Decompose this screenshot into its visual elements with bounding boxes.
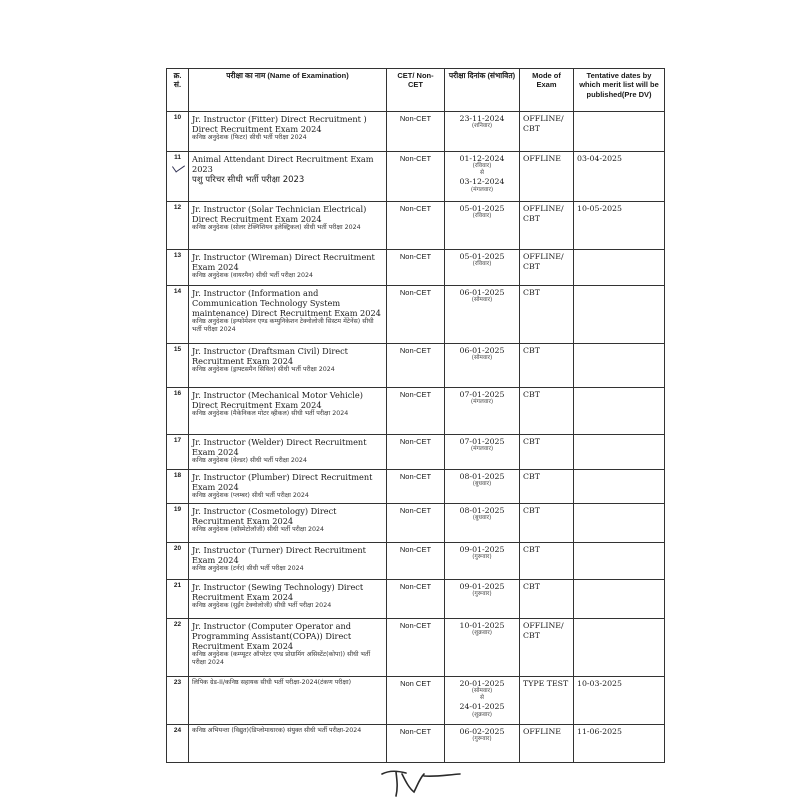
exam-name-cell [189,677,387,725]
date-cell [445,677,520,725]
exam-day: (मंगलवार) [470,399,494,406]
mode-cell: TYPE TEST [520,677,574,725]
row-sr: 18 [167,470,189,504]
exam-name-hi: कनिष्ठ अनुदेशक (टर्नर) सीधी भर्ती परीक्षा 2024 [192,565,304,572]
exam-name-en: Jr. Instructor (Turner) Direct Recruitment Exam 2024 [192,545,366,565]
exam-name-en: Jr. Instructor (Sewing Technology) Direct Recruitment Exam 2024 [192,582,364,602]
exam-name-cell [189,543,387,580]
table-row [167,504,665,543]
exam-day: (बुधवार) [472,515,492,522]
header-mode: Mode of Exam [520,69,574,112]
merit-date-cell [574,504,665,543]
exam-name-hi: कनिष्ठ अनुदेशक (कम्प्यूटर ऑपरेटर एण्ड प्रोग्रामिंग असिस्टेंट(कोपा)) सीधी भर्ती परीक्षा 2024 [192,651,371,667]
date-range-separator: से [480,170,484,177]
exam-name-en: Jr. Instructor (Solar Technician Electrical) Direct Recruitment Exam 2024 [192,204,367,224]
table-row [167,725,665,763]
mode-cell: CBT [520,435,574,470]
mode-cell: OFFLINE/ CBT [520,250,574,286]
exam-name-en: Jr. Instructor (Fitter) Direct Recruitment ) Direct Recruitment Exam 2024 [192,114,367,134]
mode-cell: CBT [520,470,574,504]
exam-name-cell [189,202,387,250]
header-merit-date: Tentative dates by which merit list will be published(Pre DV) [574,69,665,112]
header-sr: क्र. सं. [167,69,189,112]
table-row [167,470,665,504]
table-header-row [167,69,665,112]
exam-name-en: Jr. Instructor (Draftsman Civil) Direct Recruitment Exam 2024 [192,346,348,366]
exam-day: (बुधवार) [472,481,492,488]
mode-cell: CBT [520,504,574,543]
exam-date: 23-11-2024 [459,114,505,123]
exam-name-hi: कनिष्ठ अनुदेशक (सोलर टेक्निशियन इलेक्ट्रिकल) सीधी भर्ती परीक्षा 2024 [192,224,361,231]
merit-date-cell: 10-05-2025 [574,202,665,250]
exam-schedule-table [166,68,665,763]
date-cell [445,202,520,250]
row-sr: 15 [167,344,189,388]
merit-date-cell [574,286,665,344]
row-sr: 11 [167,152,189,202]
date-cell [445,435,520,470]
table-row [167,286,665,344]
mode-cell: CBT [520,388,574,435]
row-sr: 20 [167,543,189,580]
date-cell [445,619,520,677]
exam-day: (सोमवार) [471,688,493,695]
cet-cell: Non-CET [387,286,445,344]
exam-name-cell [189,112,387,152]
exam-name-en: Jr. Instructor (Cosmetology) Direct Recruitment Exam 2024 [192,506,337,526]
exam-name-en: Jr. Instructor (Information and Communication Technology System maintenance) Direct Recruitment Exam 2024 [192,288,381,318]
date-cell [445,286,520,344]
cet-cell: Non-CET [387,250,445,286]
exam-date: 06-02-2025 [459,727,505,736]
mode-cell: CBT [520,543,574,580]
exam-name-hi: लिपिक ग्रेड-II/कनिष्ठ सहायक सीधी भर्ती परीक्षा-2024(टंकण परीक्षा) [192,679,352,686]
exam-date: 05-01-2025 [459,204,505,213]
merit-date-cell: 10-03-2025 [574,677,665,725]
cet-cell: Non-CET [387,619,445,677]
exam-date: 08-01-2025 [459,472,505,481]
exam-day-end: (मंगलवार) [470,186,494,193]
row-sr: 13 [167,250,189,286]
exam-day: (शुक्रवार) [471,630,492,637]
mode-cell: CBT [520,344,574,388]
exam-name-cell [189,388,387,435]
exam-name-hi: कनिष्ठ अभियन्ता (विद्युत)(डिप्लोमाधारक) संयुक्त सीधी भर्ती परीक्षा-2024 [192,727,362,734]
exam-date: 07-01-2025 [459,390,505,399]
exam-name-en: Jr. Instructor (Wireman) Direct Recruitment Exam 2024 [192,252,375,272]
cet-cell: Non CET [387,677,445,725]
exam-date: 09-01-2025 [459,545,505,554]
date-cell [445,388,520,435]
exam-name-hi: कनिष्ठ अनुदेशक (कॉस्मेटोलॉजी) सीधी भर्ती परीक्षा 2024 [192,526,325,533]
row-sr: 24 [167,725,189,763]
row-sr: 10 [167,112,189,152]
exam-name-hi: पशु परिचर सीधी भर्ती परीक्षा 2023 [192,175,305,185]
cet-cell: Non-CET [387,202,445,250]
exam-day: (मंगलवार) [470,446,494,453]
table-row [167,202,665,250]
exam-day: (सोमवार) [471,297,493,304]
row-sr: 16 [167,388,189,435]
mode-cell: OFFLINE [520,152,574,202]
exam-name-cell [189,619,387,677]
table-row [167,388,665,435]
row-sr: 17 [167,435,189,470]
exam-date: 07-01-2025 [459,437,505,446]
exam-day: (शनिवार) [471,123,493,130]
date-cell [445,725,520,763]
header-exam-name: परीक्षा का नाम (Name of Examination) [189,69,387,112]
signature-icon [376,762,476,800]
exam-name-en: Animal Attendant Direct Recruitment Exam 2023 [192,154,374,174]
exam-name-hi: कनिष्ठ अनुदेशक (फिटर) सीधी भर्ती परीक्षा 2024 [192,134,307,141]
mode-cell: OFFLINE/ CBT [520,202,574,250]
date-cell [445,112,520,152]
mode-cell: CBT [520,580,574,619]
table-row [167,112,665,152]
exam-day: (गुरूवार) [472,591,492,598]
date-cell [445,470,520,504]
cet-cell: Non-CET [387,112,445,152]
exam-date: 01-12-2024 [459,154,505,163]
merit-date-cell [574,470,665,504]
exam-name-hi: कनिष्ठ अनुदेशक (इन्फोमेशन एण्ड कम्युनिकेशन टेक्नोलोजी सिस्टम मेंटेनेंस) सीधी भर्ती परीक्षा 2024 [192,318,374,334]
merit-date-cell [574,344,665,388]
cet-cell: Non-CET [387,344,445,388]
date-cell [445,152,520,202]
exam-date: 08-01-2025 [459,506,505,515]
table-row [167,619,665,677]
exam-name-en: Jr. Instructor (Plumber) Direct Recruitment Exam 2024 [192,472,373,492]
cet-cell: Non-CET [387,152,445,202]
table-row [167,543,665,580]
mode-cell: CBT [520,286,574,344]
row-sr: 22 [167,619,189,677]
exam-name-hi: कनिष्ठ अनुदेशक (ड्राफ्टसमैन सिविल) सीधी भर्ती परीक्षा 2024 [192,366,335,373]
table-row [167,580,665,619]
exam-name-hi: कनिष्ठ अनुदेशक (मैकेनिकल मोटर व्हीकल) सीधी भर्ती परीक्षा 2024 [192,410,349,417]
mode-cell: OFFLINE [520,725,574,763]
exam-date: 06-01-2025 [459,346,505,355]
header-cet: CET/ Non-CET [387,69,445,112]
exam-name-hi: कनिष्ठ अनुदेशक (वायरमैन) सीधी भर्ती परीक्षा 2024 [192,272,313,279]
exam-date: 06-01-2025 [459,288,505,297]
date-cell [445,543,520,580]
row-sr: 12 [167,202,189,250]
exam-date-end: 24-01-2025 [459,702,505,712]
merit-date-cell [574,619,665,677]
exam-date-end: 03-12-2024 [459,177,505,187]
cet-cell: Non-CET [387,435,445,470]
row-sr: 19 [167,504,189,543]
table-row [167,344,665,388]
table-row [167,677,665,725]
cet-cell: Non-CET [387,388,445,435]
exam-name-hi: कनिष्ठ अनुदेशक (सुईंग टेक्नोलोजी) सीधी भर्ती परीक्षा 2024 [192,602,332,609]
merit-date-cell [574,112,665,152]
exam-date: 05-01-2025 [459,252,505,261]
exam-date: 09-01-2025 [459,582,505,591]
date-cell [445,580,520,619]
exam-name-cell [189,286,387,344]
exam-day: (गुरूवार) [472,736,492,743]
row-sr: 14 [167,286,189,344]
exam-name-hi: कनिष्ठ अनुदेशक (प्लम्बर) सीधी भर्ती परीक्षा 2024 [192,492,309,499]
exam-name-en: Jr. Instructor (Computer Operator and Programming Assistant(COPA)) Direct Recruitment Exam 2024 [192,621,352,651]
cet-cell: Non-CET [387,543,445,580]
date-range-separator: से [480,695,484,702]
date-cell [445,504,520,543]
table-row [167,250,665,286]
exam-day: (रविवार) [472,213,492,220]
merit-date-cell [574,435,665,470]
exam-name-cell [189,152,387,202]
merit-date-cell: 03-04-2025 [574,152,665,202]
exam-name-cell [189,250,387,286]
exam-day: (सोमवार) [471,355,493,362]
merit-date-cell [574,580,665,619]
table-row [167,435,665,470]
row-sr: 23 [167,677,189,725]
date-cell [445,344,520,388]
cet-cell: Non-CET [387,504,445,543]
merit-date-cell [574,250,665,286]
exam-day: (गुरूवार) [472,554,492,561]
mode-cell: OFFLINE/ CBT [520,619,574,677]
exam-name-en: Jr. Instructor (Welder) Direct Recruitment Exam 2024 [192,437,367,457]
exam-name-cell [189,725,387,763]
exam-name-cell [189,470,387,504]
mode-cell: OFFLINE/ CBT [520,112,574,152]
table-row [167,152,665,202]
merit-date-cell [574,388,665,435]
exam-name-hi: कनिष्ठ अनुदेशक (वेल्डर) सीधी भर्ती परीक्षा 2024 [192,457,307,464]
exam-date: 20-01-2025 [459,679,505,688]
exam-name-cell [189,344,387,388]
exam-date: 10-01-2025 [459,621,505,630]
exam-day: (रविवार) [472,261,492,268]
cet-cell: Non-CET [387,580,445,619]
header-exam-date: परीक्षा दिनांक (संभावित) [445,69,520,112]
merit-date-cell: 11-06-2025 [574,725,665,763]
row-sr: 21 [167,580,189,619]
cet-cell: Non-CET [387,725,445,763]
exam-name-cell [189,435,387,470]
exam-name-cell [189,504,387,543]
exam-name-cell [189,580,387,619]
merit-date-cell [574,543,665,580]
cet-cell: Non-CET [387,470,445,504]
exam-name-en: Jr. Instructor (Mechanical Motor Vehicle) Direct Recruitment Exam 2024 [192,390,363,410]
exam-day: (रविवार) [472,163,492,170]
date-cell [445,250,520,286]
exam-day-end: (शुक्रवार) [471,711,492,718]
